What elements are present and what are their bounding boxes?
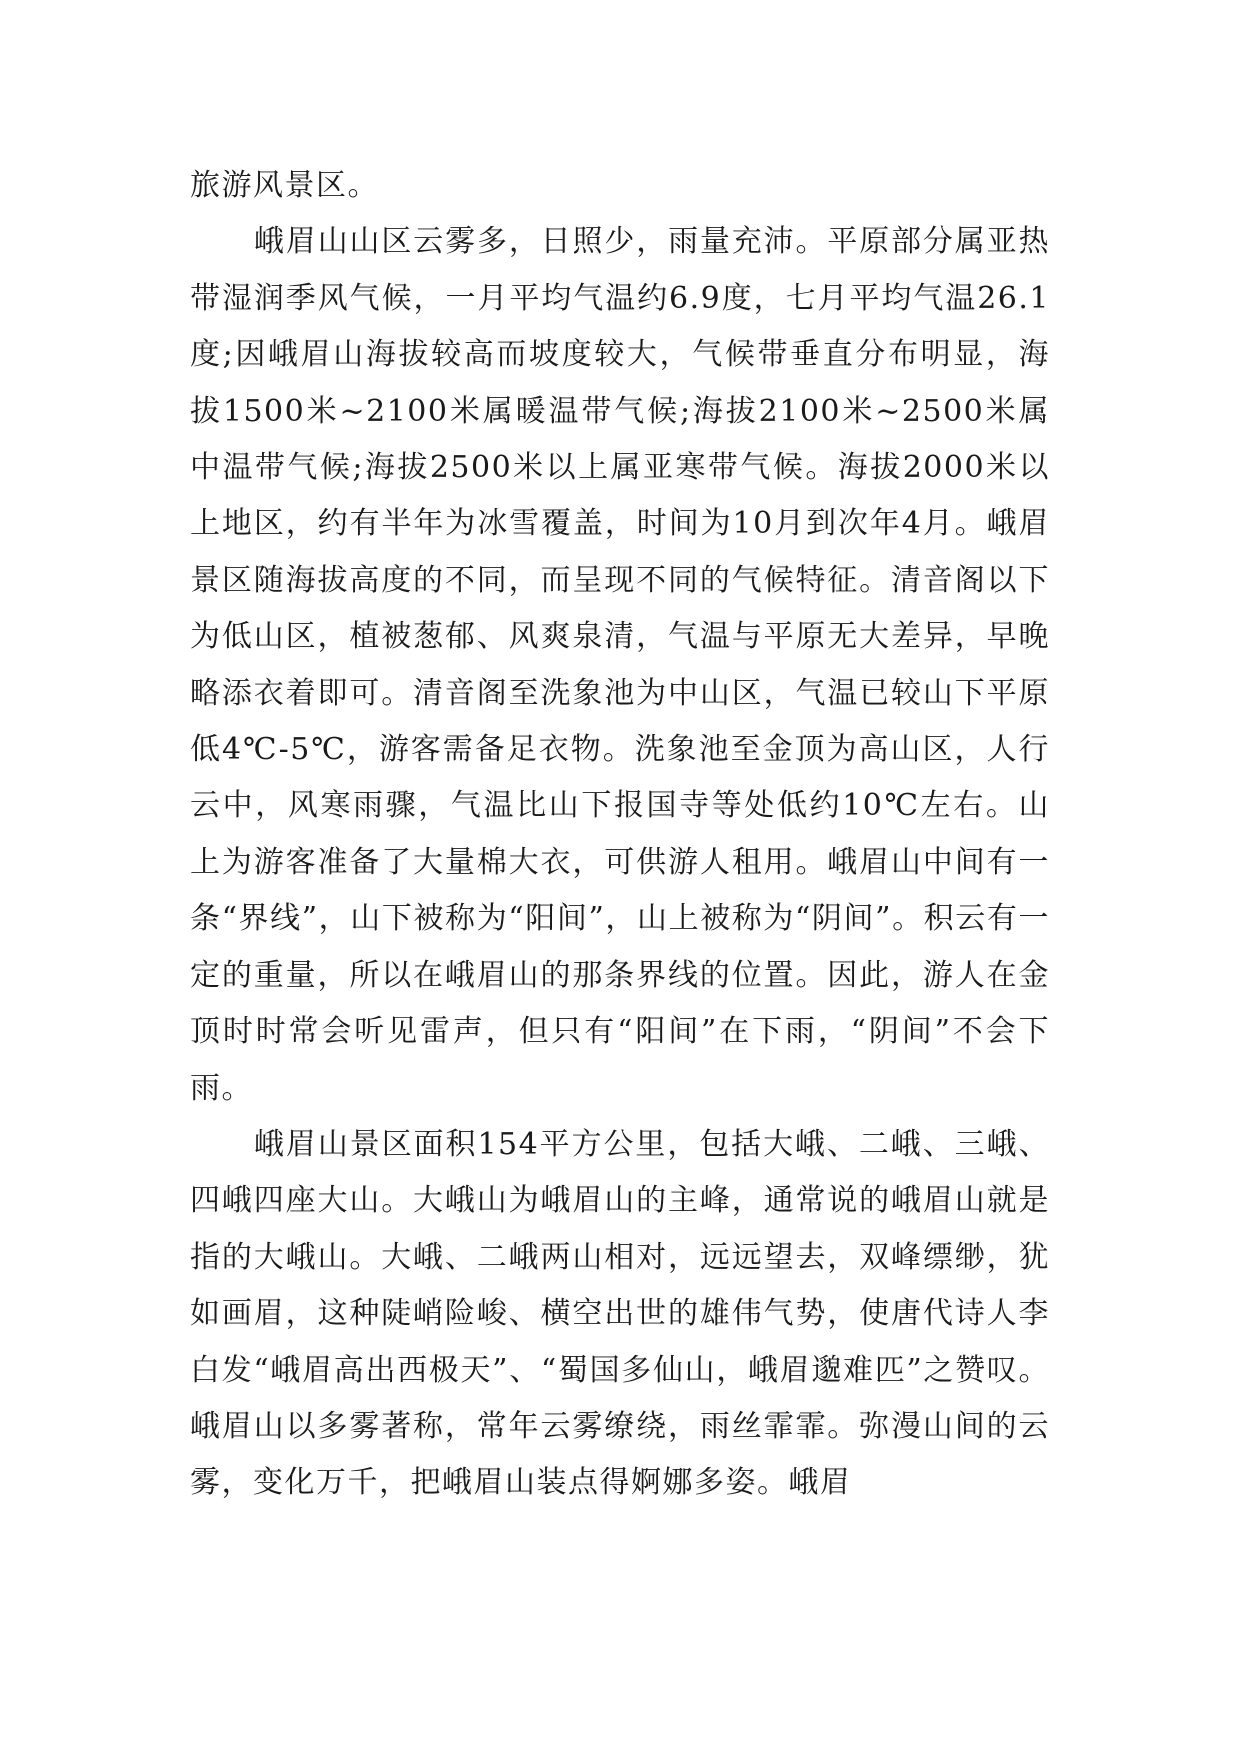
- paragraph-1: 旅游风景区。: [190, 168, 379, 203]
- document-page: [190, 158, 1050, 1512]
- paragraph-3: 峨眉山景区面积154平方公里，包括大峨、二峨、三峨、四峨四座大山。大峨山为峨眉山的主峰，通常说的峨眉山就是指的大峨山。大峨、二峨两山相对，远远望去，双峰缥缈，犹如画眉，这种陡峭险峻、横空出世的雄伟气势，使唐代诗人李白发“峨眉高出西极天”、“蜀国多仙山，峨眉邈难匹”之赞叹。峨眉山以多雾著称，常年云雾缭绕，雨丝霏霏。弥漫山间的云雾，变化万千，把峨眉山装点得婀娜多姿。峨眉: [190, 1126, 1050, 1501]
- paragraph-2: 峨眉山山区云雾多，日照少，雨量充沛。平原部分属亚热带湿润季风气候，一月平均气温约6.9度，七月平均气温26.1度;因峨眉山海拔较高而坡度较大，气候带垂直分布明显，海拔1500米~2100米属暖温带气候;海拔2100米~2500米属中温带气候;海拔2500米以上属亚寒带气候。海拔2000米以上地区，约有半年为冰雪覆盖，时间为10月到次年4月。峨眉景区随海拔高度的不同，而呈现不同的气候特征。清音阁以下为低山区，植被葱郁、风爽泉清，气温与平原无大差异，早晚略添衣着即可。清音阁至洗象池为中山区，气温已较山下平原低4℃-5℃，游客需备足衣物。洗象池至金顶为高山区，人行云中，风寒雨骤，气温比山下报国寺等处低约10℃左右。山上为游客准备了大量棉大衣，可供游人租用。峨眉山中间有一条“界线”，山下被称为“阳间”，山上被称为“阴间”。积云有一定的重量，所以在峨眉山的那条界线的位置。因此，游人在金顶时时常会听见雷声，但只有“阳间”在下雨，“阴间”不会下雨。: [190, 224, 1050, 1106]
